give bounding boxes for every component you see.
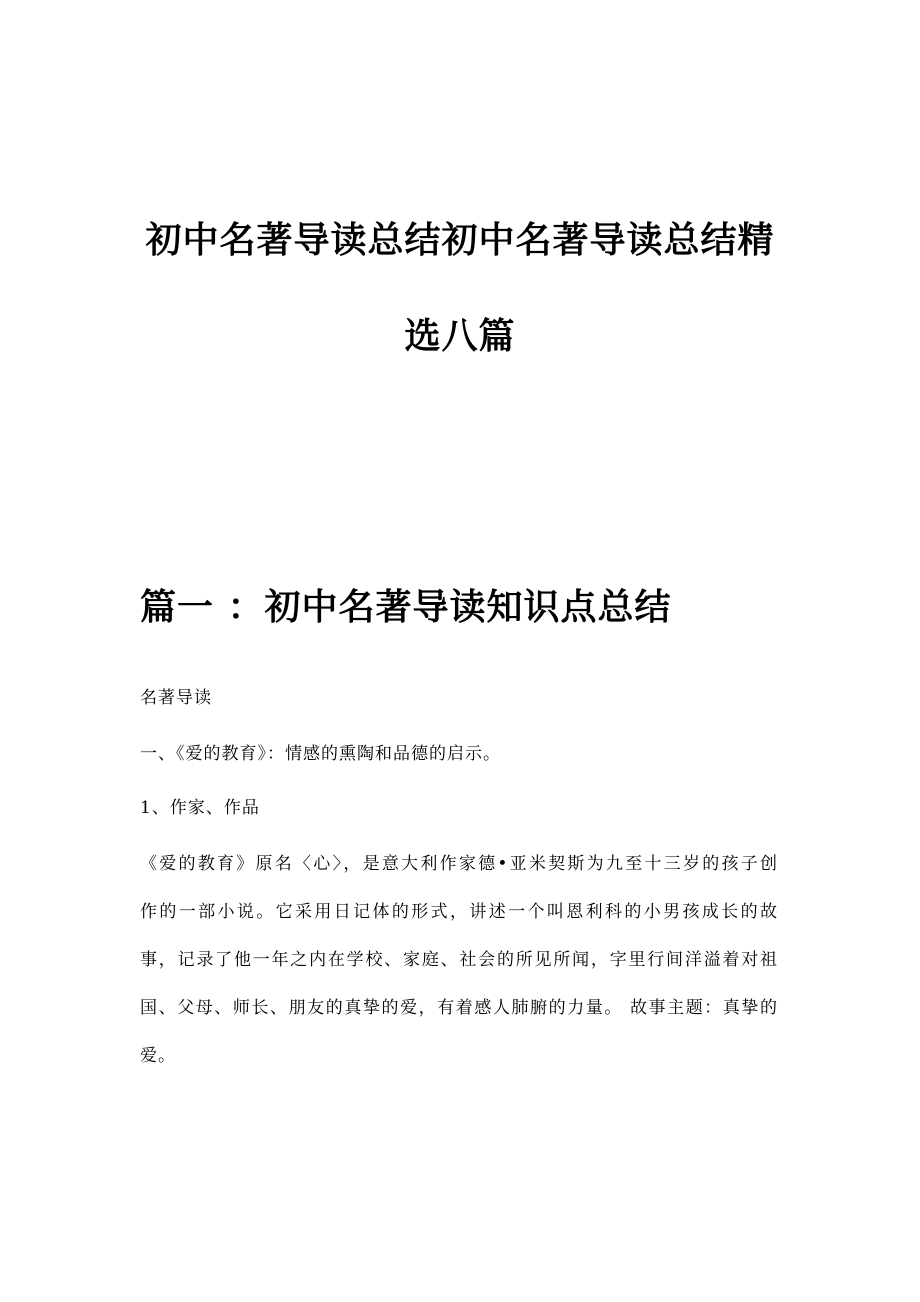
- document-title-line-1: 初中名著导读总结初中名著导读总结精: [145, 219, 775, 261]
- section-label: 名著导读: [140, 688, 212, 708]
- paragraph-line: 《爱的教育》原名〈心〉，是意大利作家德•亚米契斯为九至十三岁的孩子创: [140, 854, 778, 874]
- item-heading: 一、《爱的教育》：情感的熏陶和品德的启示。: [140, 744, 501, 764]
- paragraph-line: 爱。: [140, 1046, 176, 1066]
- section-heading: 篇一 ：初中名著导读知识点总结: [140, 586, 672, 628]
- subheading: 1、作家、作品: [140, 798, 260, 818]
- paragraph-line: 事，记录了他一年之内在学校、家庭、社会的所见所闻，字里行间洋溢着对祖: [140, 950, 778, 970]
- document-title-line-2: 选八篇: [404, 315, 516, 357]
- paragraph-line: 作的一部小说。它采用日记体的形式，讲述一个叫恩利科的小男孩成长的故: [140, 902, 778, 922]
- paragraph-line: 国、父母、师长、朋友的真挚的爱，有着感人肺腑的力量。 故事主题：真挚的: [140, 998, 778, 1018]
